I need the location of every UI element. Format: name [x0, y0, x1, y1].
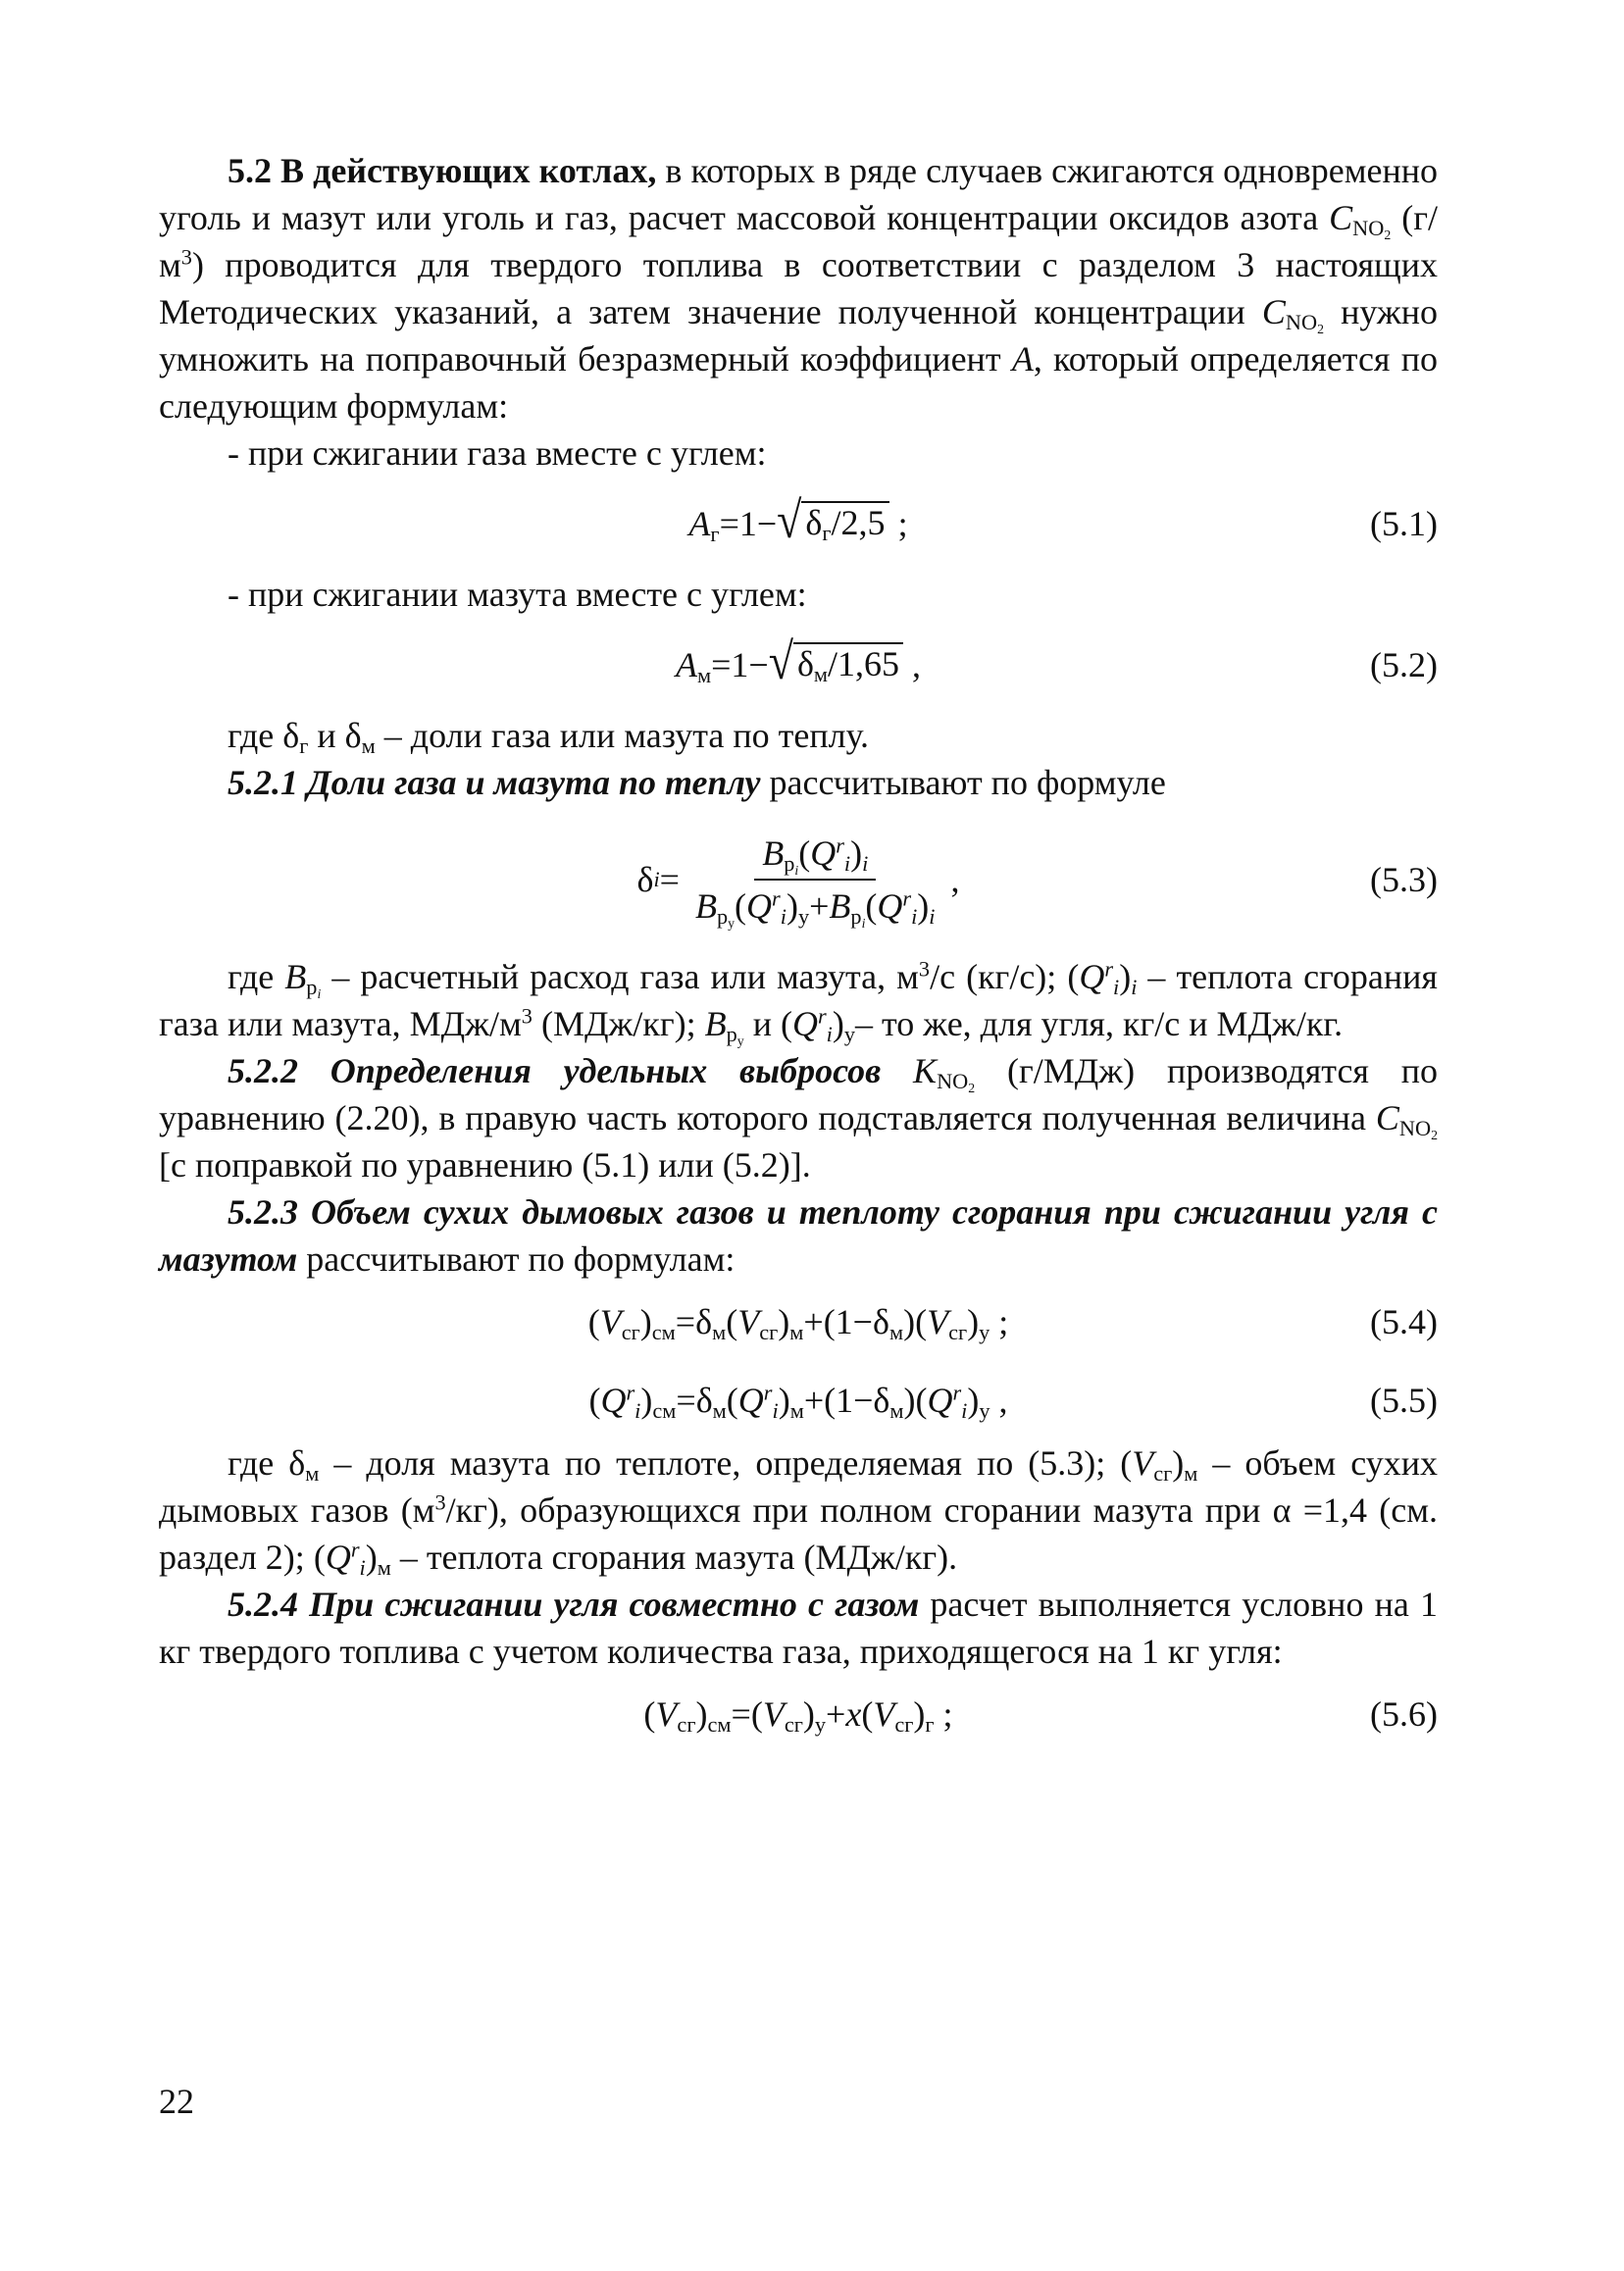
formula-5-3: δ i = $\frac{B_{p_i}(Q^r_i)_i}{B_{p_у}(Q^r_i)_у+B_{p_i}(Q^r_i)_i}$ , (5.3) — [636, 833, 1438, 932]
case-gas-line: - при сжигании газа вместе с углем: — [228, 433, 767, 473]
paragraph-5-2-1: 5.2.1 Доли газа и мазута по теплу рассчитывают по формуле — [228, 763, 1166, 802]
paragraph-5-2: 5.2 В действующих котлах, в которых в ряде случаев сжигаются одновременно уголь и мазут или уголь и газ, расчет массовой концентрации оксидов азота $C_{NO_2}$ $(г/м^3)$ проводится для твердого топлива в соответствии с разделом 3 настоящих Методических указаний, а затем значение полученной концентрации $C_{NO_2}$ нужно умножить на поправочный безразмерный коэффициент A, который определяется по следующим формулам: — [159, 151, 1438, 426]
equation-number: (5.5) — [1370, 1381, 1438, 1420]
page-number: 22 — [159, 2082, 194, 2121]
formula-5-1: $A_г=1-$ √ $\delta_г/2,5$ ; (5.1) — [688, 490, 1438, 549]
formula-5-2: $A_м=1-$ √ $\delta_м/1,65$ , (5.2) — [675, 631, 1438, 690]
section-label: 5.2 В действующих котлах, — [228, 151, 657, 190]
formula-5-4: $(V_{сг})_{см}=\delta_м(V_{сг})_м+(1-\delta_м)(V_{сг})_у$ ; (5.4) — [159, 1283, 1438, 1361]
equation-number: (5.4) — [1370, 1302, 1438, 1341]
paragraph-5-2-4: 5.2.4 При сжигании угля совместно с газом расчет выполняется условно на 1 кг твердого топлива с учетом количества газа, приходящегося на 1 кг угля: — [159, 1585, 1438, 1671]
sqrt-symbol: √ $\delta_г/2,5$ — [777, 501, 888, 542]
case-fuel-oil-line: - при сжигании мазута вместе с углем: — [228, 575, 807, 614]
equation-number: (5.6) — [1370, 1694, 1438, 1734]
sqrt-symbol: √ $\delta_м/1,65$ — [769, 642, 903, 683]
where-clause-2: где $B_{p_i}$ – расчетный расход газа или мазута, $м^3/с$ (кг/с); $(Q^r_i)_i$ – теплота сгорания газа или мазута, МДж/$м^3$ (МДж/кг); $B_{p_у}$ и $(Q^r_i)_у-$ то же, для угля, кг/с и МДж/кг. — [159, 956, 1438, 1049]
fraction: $\frac{B_{p_i}(Q^r_i)_i}{B_{p_у}(Q^r_i)_у+B_{p_i}(Q^r_i)_i}$ — [694, 833, 936, 932]
where-clause-1: где $\delta_г$ и $\delta_м$ – доли газа или мазута по теплу. — [228, 716, 869, 759]
document-page — [159, 147, 1438, 1753]
equation-number: (5.1) — [1370, 504, 1438, 543]
where-clause-3: где $\delta_м$ – доля мазута по теплоте, определяемая по (5.3); $(V_{сг})_м$ – объем сухих дымовых газов $(м^3/кг)$, образующихся при полном сгорании мазута при α =1,4 (см. раздел 2); $(Q^r_i)_м$ – теплота сгорания мазута (МДж/кг). — [159, 1443, 1438, 1581]
paragraph-5-2-3: 5.2.3 Объем сухих дымовых газов и теплоту сгорания при сжигании угля с мазутом рассчитывают по формулам: — [159, 1192, 1438, 1279]
formula-5-5: $(Q^r_i)_{см}=\delta_м(Q^r_i)_м+(1-\delta_м)(Q^r_i)_у$ , (5.5) — [159, 1361, 1438, 1439]
equation-number: (5.3) — [1370, 860, 1438, 899]
formula-5-6: $(V_{сг})_{см}=(V_{сг})_у+x(V_{сг})_г$ ; (5.6) — [159, 1675, 1438, 1753]
equation-number: (5.2) — [1370, 645, 1438, 684]
paragraph-5-2-2: 5.2.2 Определения удельных выбросов $K_{NO_2}$ (г/МДж) производятся по уравнению (2.20), в правую часть которого подставляется полученная величина $C_{NO_2}$ [с поправкой по уравнению (5.1) или (5.2)]. — [159, 1051, 1439, 1185]
